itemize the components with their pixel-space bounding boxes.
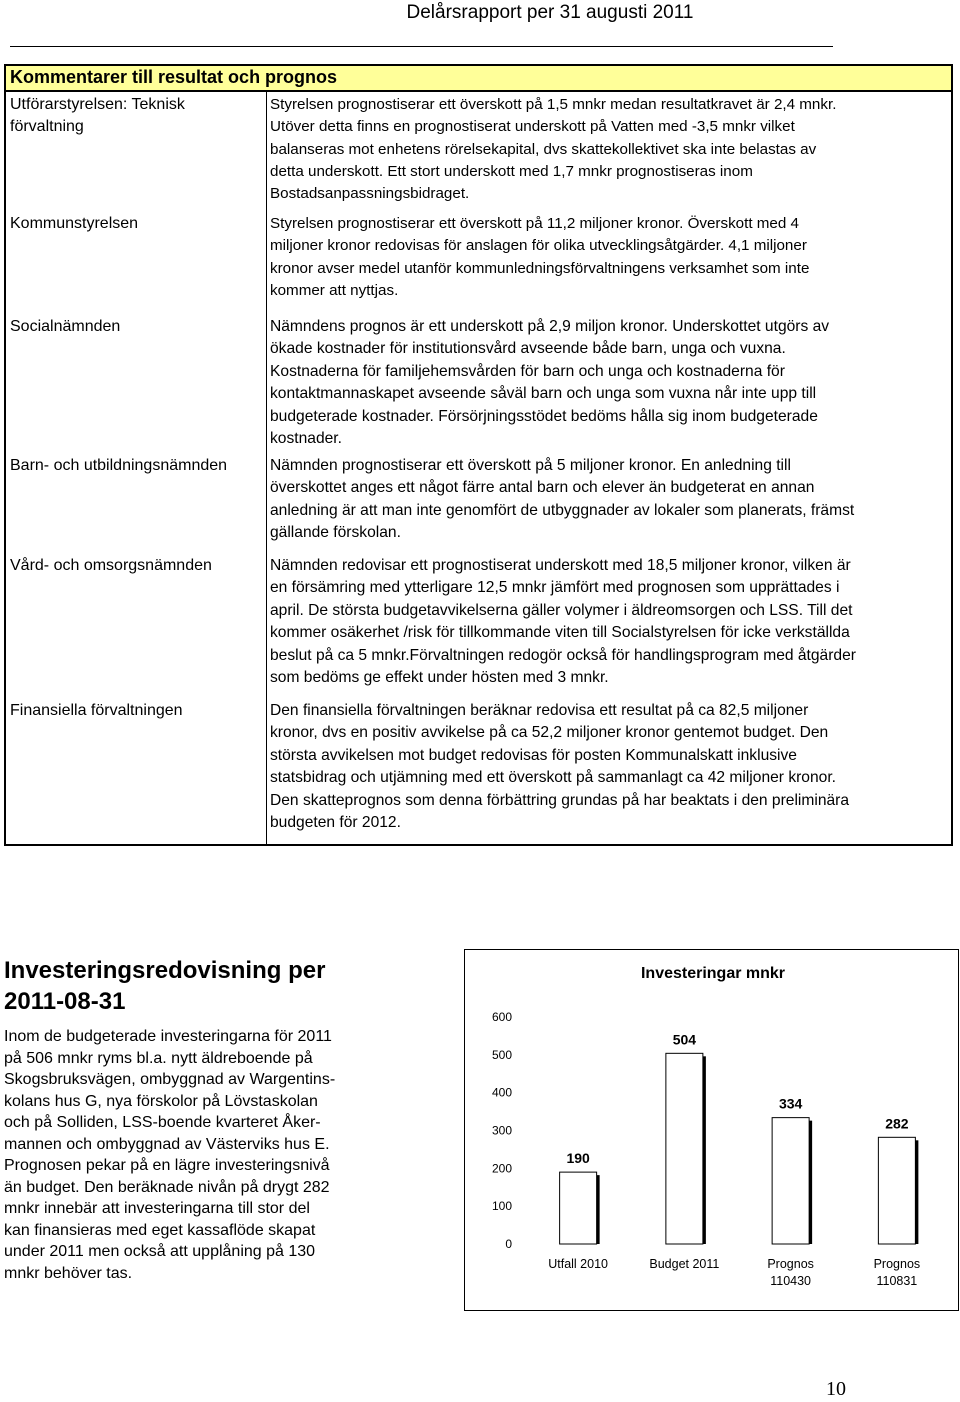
investments-title-line: 2011-08-31 xyxy=(4,988,126,1015)
investments-body-line: än budget. Den beräknade nivån på drygt 282 xyxy=(4,1178,330,1196)
row-text-barn-och-utbildningsnamnden xyxy=(270,455,954,545)
row-text-line: miljoner kronor redovisas för anslagen för olika utvecklingsåtgärder. 4,1 miljoner xyxy=(270,237,807,255)
row-text-line: budgeten för 2012. xyxy=(270,814,401,832)
y-tick-label: 400 xyxy=(491,1085,512,1100)
x-tick-label: Prognos xyxy=(767,1257,814,1271)
y-tick-label: 300 xyxy=(491,1123,512,1138)
row-text-line: största avvikelsen mot budget redovisas för posten Kommunalskatt inklusive xyxy=(270,746,797,764)
page-number: 10 xyxy=(826,1378,846,1400)
row-text-line: Bostadsanpassningsbidraget. xyxy=(270,185,470,203)
row-label-finansiella-forvaltningen xyxy=(10,700,262,722)
row-text-line: kommer osäkerhet /risk för tillkommande viten till Socialstyrelsen för icke verkställda xyxy=(270,624,850,642)
chart-title: Investeringar mnkr xyxy=(640,965,786,982)
row-text-line: Styrelsen prognostiserar ett överskott på 1,5 mnkr medan resultatkravet är 2,4 mnkr. xyxy=(270,96,837,113)
comments-table-heading: Kommentarer till resultat och prognos xyxy=(6,66,951,92)
row-label-kommunstyrelsen xyxy=(10,213,262,235)
row-text-line: detta underskott. Ett stort underskott med 1,7 mnkr prognostiseras inom xyxy=(270,162,753,180)
bar xyxy=(878,1137,915,1244)
row-text-line: beslut på ca 5 mnkr.Förvaltningen redogör också för handlingsprogram med åtgärder xyxy=(270,646,856,664)
row-text-line: överskottet anges ett något färre antal barn och elever än budgeterat en annan xyxy=(270,479,815,497)
investments-body xyxy=(4,1026,404,1284)
y-tick-label: 600 xyxy=(491,1010,512,1024)
row-text-line: balanseras mot enhetens rörelsekapital, dvs skattekollektivet ska inte belastas av xyxy=(270,140,817,158)
x-tick-label: Prognos xyxy=(873,1257,921,1271)
row-text-line: gällande förskolan. xyxy=(270,524,401,542)
row-text-line: april. De största budgetavvikelserna gäller volymer i äldreomsorgen och LSS. Till det xyxy=(270,601,853,619)
investments-body-line: mnkr innebär att investeringarna till stor del xyxy=(4,1200,310,1217)
row-text-line: kronor, dvs en positiv avvikelse på ca 52,2 miljoner kronor gentemot budget. Den xyxy=(270,724,829,742)
y-tick-label: 0 xyxy=(505,1237,512,1251)
row-text-kommunstyrelsen xyxy=(270,213,954,302)
row-text-vard-och-omsorgsnamnden xyxy=(270,555,954,689)
row-text-line: kronor avser medel utanför kommunledningsförvaltningens verksamhet som inte xyxy=(270,259,810,277)
row-label-line: Vård- och omsorgsnämnden xyxy=(10,557,212,574)
row-text-line: Nämnden redovisar ett prognostiserat underskott med 18,5 miljoner kronor, vilken är xyxy=(270,557,851,574)
row-text-line: Den skatteprognos som denna förbättring grundas på har beaktats i den preliminära xyxy=(270,791,850,809)
row-text-socialnamnden xyxy=(270,316,954,450)
data-label: 190 xyxy=(566,1150,590,1167)
row-label-line: Finansiella förvaltningen xyxy=(10,702,183,719)
investments-body-line: kolans hus G, nya förskolor på Lövstaskolan xyxy=(4,1092,318,1110)
investments-body-line: på 506 mnkr ryms bl.a. nytt äldreboende på xyxy=(4,1049,313,1067)
bar xyxy=(666,1053,703,1244)
bar xyxy=(560,1172,597,1244)
header-rule xyxy=(10,46,833,47)
bar xyxy=(772,1118,809,1244)
row-label-vard-och-omsorgsnamnden xyxy=(10,555,262,577)
investments-body-line: mnkr behöver tas. xyxy=(4,1264,133,1282)
investments-body-line: och på Solliden, LSS-boende kvarteret Åker- xyxy=(4,1114,321,1131)
y-tick-label: 500 xyxy=(491,1047,512,1062)
row-text-line: statsbidrag och utjämning med ett överskott på sammanlagt ca 42 miljoner kronor. xyxy=(270,769,836,787)
investments-chart xyxy=(464,949,959,1311)
x-tick-label: Budget 2011 xyxy=(649,1257,720,1271)
x-tick-label: 110430 xyxy=(770,1274,812,1288)
row-text-teknisk-forvaltning xyxy=(270,94,954,205)
row-text-line: Kostnaderna för familjehemsvården för barn och unga och kostnaderna för xyxy=(270,362,785,380)
investments-body-line: under 2011 men också att upplåning på 130 xyxy=(4,1243,316,1260)
row-text-line: Nämnden prognostiserar ett överskott på 5 miljoner kronor. En anledning till xyxy=(270,457,791,474)
row-text-line: kostnader. xyxy=(270,430,342,448)
investments-body-line: Prognosen pekar på en lägre investeringsnivå xyxy=(4,1157,330,1174)
data-label: 334 xyxy=(778,1095,803,1112)
investments-body-line: Skogsbruksvägen, ombyggnad av Wargentins- xyxy=(4,1071,336,1088)
row-text-line: kontaktmannaskapet avseende såväl barn och unga som vuxna når inte upp till xyxy=(270,385,817,403)
investments-title xyxy=(4,955,404,1017)
row-text-line: en försämring med ytterligare 12,5 mnkr jämfört med prognosen som upprättades i xyxy=(270,579,840,597)
row-label-line: Barn- och utbildningsnämnden xyxy=(10,457,228,474)
investments-body-line: mannen och ombyggnad av Västerviks hus E. xyxy=(4,1135,330,1153)
row-label-line: Utförarstyrelsen: Teknisk xyxy=(10,96,185,113)
row-text-line: anledning är att man inte genomfört de utbyggnader av lokaler som planerats, främst xyxy=(270,501,855,519)
x-tick-label: Utfall 2010 xyxy=(548,1257,609,1271)
data-label: 504 xyxy=(672,1031,697,1048)
column-divider xyxy=(266,92,267,844)
investments-body-line: Inom de budgeterade investeringarna för 2011 xyxy=(4,1028,332,1045)
y-tick-label: 100 xyxy=(491,1199,512,1214)
row-text-finansiella-forvaltningen xyxy=(270,700,954,834)
x-tick-label: 110831 xyxy=(876,1274,918,1288)
row-text-line: Utöver detta finns en prognostiserat underskott på Vatten med -3,5 mnkr vilket xyxy=(270,118,795,136)
row-text-line: Nämndens prognos är ett underskott på 2,9 miljon kronor. Underskottet utgörs av xyxy=(270,318,830,335)
row-label-line: Kommunstyrelsen xyxy=(10,215,139,232)
row-text-line: budgeterade kostnader. Försörjningsstödet bedöms hålla sig inom budgeterade xyxy=(270,407,818,425)
row-label-line: Socialnämnden xyxy=(10,318,121,335)
row-label-teknisk-forvaltning xyxy=(10,94,262,139)
row-text-line: som bedöms ge effekt under hösten med 3 mnkr. xyxy=(270,669,609,687)
investments-chart-svg xyxy=(465,950,958,1310)
row-text-line: Den finansiella förvaltningen beräknar redovisa ett resultat på ca 82,5 miljoner xyxy=(270,702,809,719)
row-text-line: kommer att nyttjas. xyxy=(270,281,399,299)
investments-body-line: kan finansieras med eget kassaflöde skapat xyxy=(4,1221,316,1239)
row-text-line: ökade kostnader för institutionsvård avseende både barn, unga och vuxna. xyxy=(270,340,786,358)
data-label: 282 xyxy=(885,1115,909,1132)
row-label-line: förvaltning xyxy=(10,118,84,136)
investments-title-line: Investeringsredovisning per xyxy=(4,957,326,984)
report-header-title: Delårsrapport per 31 augusti 2011 xyxy=(406,2,694,23)
row-text-line: Styrelsen prognostiserar ett överskott på 11,2 miljoner kronor. Överskott med 4 xyxy=(270,215,799,232)
comments-table xyxy=(4,64,953,846)
row-label-socialnamnden xyxy=(10,316,262,338)
y-tick-label: 200 xyxy=(491,1161,512,1176)
row-label-barn-och-utbildningsnamnden xyxy=(10,455,262,477)
